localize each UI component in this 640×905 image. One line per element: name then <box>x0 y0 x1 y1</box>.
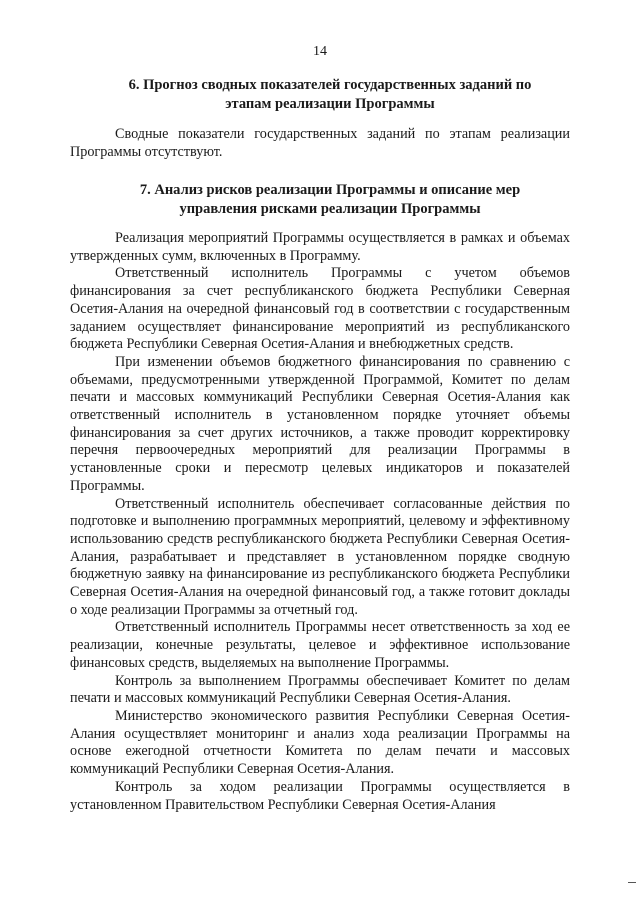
section-7-paragraph-3: При изменении объемов бюджетного финансирования по сравнению с объемами, предусмотренными утвержденной Программой, Комитет по делам печати и массовых коммуникаций Республики Северная Осетия-Алания как ответственный исполнитель в установленном порядке уточняет объемы финансирования за счет других источников, а также проводит корректировку перечня первоочередных мероприятий для реализации Программы в установленные сроки и пересмотр целевых индикаторов и показателей Программы. <box>70 353 570 494</box>
section-6-heading-line-1: 6. Прогноз сводных показателей государственных заданий по <box>128 77 532 93</box>
section-7-paragraph-6: Контроль за выполнением Программы обеспечивает Комитет по делам печати и массовых коммуникаций Республики Северная Осетия-Алания. <box>70 672 570 707</box>
margin-dash-mark <box>628 882 636 883</box>
section-6-heading <box>100 76 560 114</box>
section-7-paragraph-4: Ответственный исполнитель обеспечивает согласованные действия по подготовке и выполнению программных мероприятий, целевому и эффективному использованию средств республиканского бюджета Республики Северная Осетия-Алания, разрабатывает и представляет в установленном порядке сводную бюджетную заявку на финансирование из республиканского бюджета Республики Северная Осетия-Алания на очередной финансовый год, а также готовит доклады о ходе реализации Программы за отчетный год. <box>70 495 570 618</box>
page-number: 14 <box>313 44 327 59</box>
section-7-paragraph-7: Министерство экономического развития Республики Северная Осетия-Алания осуществляет мониторинг и анализ хода реализации Программы на основе ежегодной отчетности Комитета по делам печати и массовых коммуникаций Республики Северная Осетия-Алания. <box>70 707 570 778</box>
section-7-body <box>70 230 570 814</box>
section-7-paragraph-8: Контроль за ходом реализации Программы осуществляется в установленном Правительством Республики Северная Осетия-Алания <box>70 778 570 813</box>
section-7-paragraph-2: Ответственный исполнитель Программы с учетом объемов финансирования за счет республиканского бюджета Республики Северная Осетия-Алания на очередной финансовый год в соответствии с государственным заданием осуществляет финансирование мероприятий из республиканского бюджета Республики Северная Осетия-Алания и внебюджетных средств. <box>70 265 570 353</box>
section-6-paragraph: Сводные показатели государственных заданий по этапам реализации Программы отсутствуют. <box>70 126 570 160</box>
section-6-heading-line-2: этапам реализации Программы <box>225 96 435 112</box>
section-6-body <box>70 126 570 161</box>
section-7-paragraph-5: Ответственный исполнитель Программы несет ответственность за ход ее реализации, конечные результаты, целевое и эффективное использование финансовых средств, выделяемых на выполнение Программы. <box>70 619 570 671</box>
section-7-heading-line-2: управления рисками реализации Программы <box>179 201 481 217</box>
section-7-paragraph-1: Реализация мероприятий Программы осуществляется в рамках и объемах утвержденных сумм, включенных в Программу. <box>70 230 570 264</box>
section-7-heading-line-1: 7. Анализ рисков реализации Программы и описание мер <box>139 182 521 198</box>
section-7-heading <box>90 181 570 219</box>
